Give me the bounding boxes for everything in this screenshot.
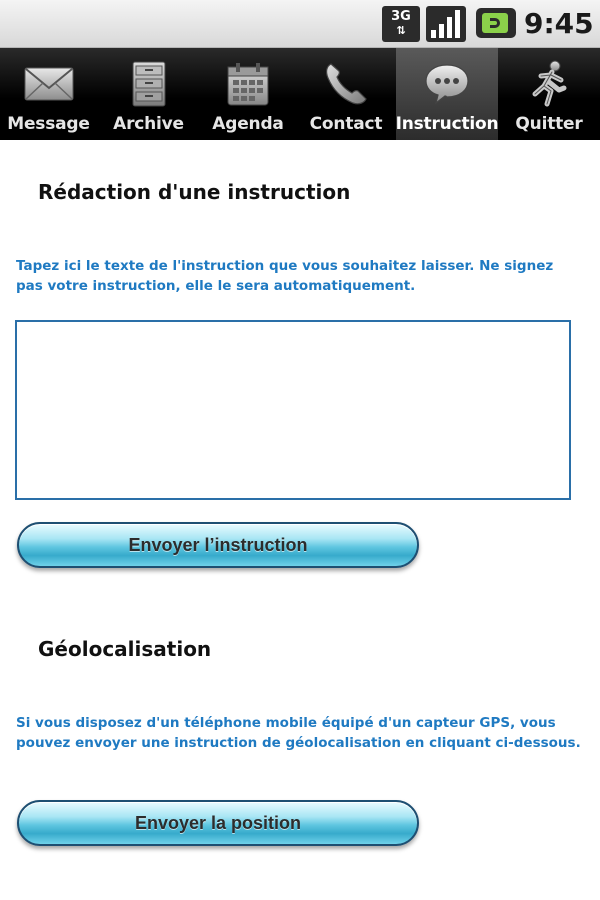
send-position-button[interactable]: Envoyer la position	[17, 800, 419, 846]
tab-message[interactable]	[0, 48, 97, 140]
3g-icon: 3G ⇅	[382, 6, 420, 42]
cabinet-icon	[119, 58, 179, 110]
instruction-textarea[interactable]	[15, 320, 571, 500]
send-instruction-button[interactable]: Envoyer l’instruction	[17, 522, 419, 568]
calendar-icon	[218, 58, 278, 110]
phone-icon	[316, 58, 376, 110]
tab-contact[interactable]	[296, 48, 396, 140]
tab-label: Archive	[113, 114, 184, 134]
geolocation-hint: Si vous disposez d'un téléphone mobile équipé d'un capteur GPS, vous pouvez envoyer une instruction de géolocalisation en cliquant ci-dessous.	[16, 715, 581, 751]
tab-label: Instruction	[395, 114, 499, 134]
envelope-icon	[19, 58, 79, 110]
tab-agenda[interactable]	[200, 48, 296, 140]
status-bar	[0, 0, 600, 48]
speech-bubble-icon	[417, 58, 477, 110]
battery-icon	[476, 8, 516, 38]
running-man-icon	[519, 58, 579, 110]
tab-archive[interactable]	[97, 48, 200, 140]
tab-instruction[interactable]	[396, 48, 498, 140]
tab-label: Agenda	[212, 114, 284, 134]
tab-quitter[interactable]	[498, 48, 600, 140]
tab-label: Quitter	[515, 114, 583, 134]
tab-bar	[0, 48, 600, 140]
network-type-label: 3G	[391, 9, 411, 24]
status-time: 9:45	[524, 7, 594, 40]
tab-label: Contact	[309, 114, 383, 134]
instruction-title: Rédaction d'une instruction	[38, 180, 351, 204]
signal-icon	[426, 6, 466, 42]
geolocation-title: Géolocalisation	[38, 637, 212, 661]
instruction-hint: Tapez ici le texte de l'instruction que vous souhaitez laisser. Ne signez pas votre instruction, elle le sera automatiquement.	[16, 258, 554, 294]
tab-label: Message	[7, 114, 90, 134]
